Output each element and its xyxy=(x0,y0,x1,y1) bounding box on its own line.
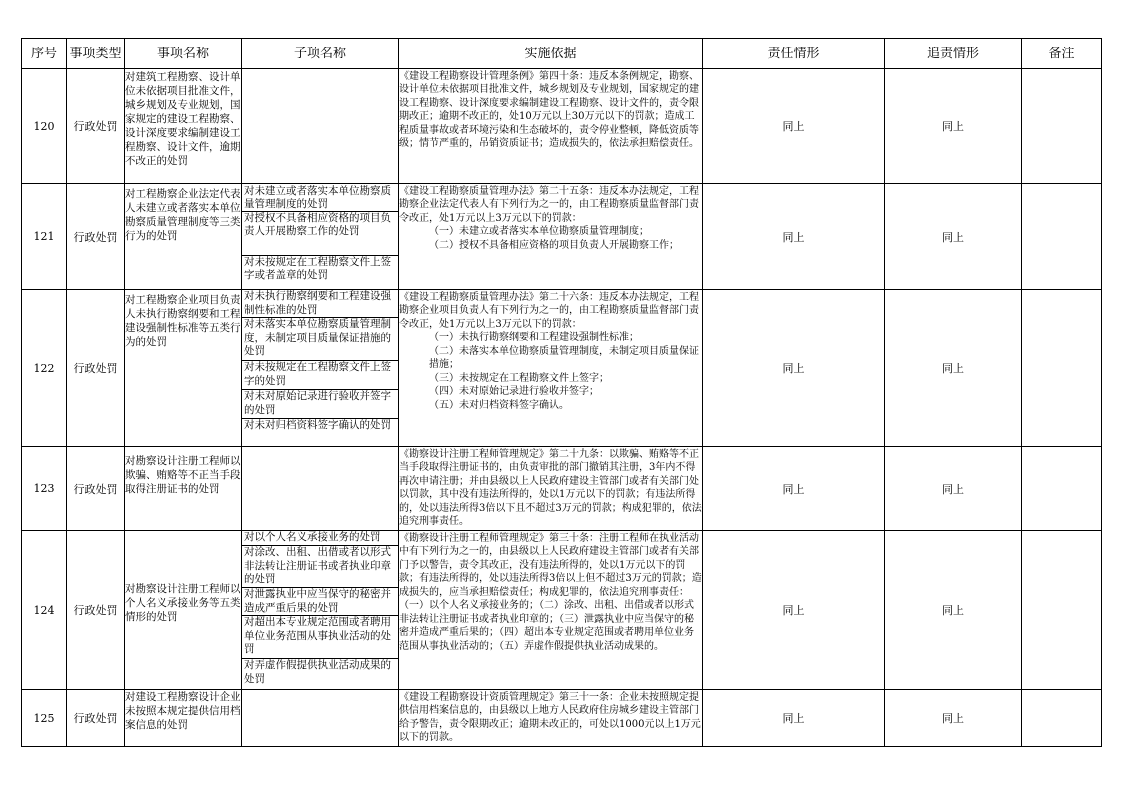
row-basis: 《勘察设计注册工程师管理规定》第三十条：注册工程师在执业活动中有下列行为之一的，由县级以上人民政府建设主管部门或者有关部门予以警告，责令其改正，没有违法所得的，处以1万元以下的罚款；有违法所得的，处以违法所得3倍以上但不超过3万元的罚款；造成损失的，应当承担赔偿责任；构成犯罪的，依法追究刑事责任：（一）以个人名义承接业务的；（二）涂改、出租、出借或者以形式非法转让注册证书或者执业印章的；（三）泄露执业中应当保守的秘密并造成严重后果的；（四）超出本专业规定范围或者聘用单位业务范围从事执业活动的；（五）弄虚作假提供执业活动成果的。 xyxy=(399,531,703,690)
header-name: 事项名称 xyxy=(125,39,242,69)
row-accountability: 同上 xyxy=(885,531,1022,690)
row-responsibility: 同上 xyxy=(703,69,885,184)
sub-item: 对涂改、出租、出借或者以形式非法转让注册证书或者执业印章的处罚 xyxy=(242,546,398,588)
header-accountability: 追责情形 xyxy=(885,39,1022,69)
sub-item: 对未落实本单位勘察质量管理制度，未制定项目质量保证措施的处罚 xyxy=(242,318,398,361)
sub-item: 对未建立或者落实本单位勘察质量管理制度的处罚 xyxy=(242,185,398,212)
row-remark xyxy=(1022,531,1102,690)
sub-item: 对未按规定在工程勘察文件上签字的处罚 xyxy=(242,361,398,390)
table-row xyxy=(22,184,1102,290)
sub-item: 对弄虚作假提供执业活动成果的处罚 xyxy=(244,659,391,685)
row-name: 对勘察设计注册工程师以欺骗、贿赂等不正当手段取得注册证书的处罚 xyxy=(125,447,242,531)
row-category: 行政处罚 xyxy=(67,69,125,184)
sub-item: 对以个人名义承接业务的处罚 xyxy=(242,531,398,546)
row-sub-items xyxy=(242,531,399,690)
row-accountability: 同上 xyxy=(885,69,1022,184)
row-basis: 《建设工程勘察质量管理办法》第二十五条：违反本办法规定，工程勘察企业法定代表人有下列行为之一的，由工程勘察质量监督部门责令改正，处1万元以上3万元以下的罚款： （一）未建立或者落实本单位勘察质量管理制度； （二）授权不具备相应资格的项目负责人开展勘察工作； xyxy=(399,184,703,290)
row-basis: 《建设工程勘察设计管理条例》第四十条：违反本条例规定，勘察、设计单位未依据项目批准文件，城乡规划及专业规划，国家规定的建设工程勘察、设计深度要求编制建设工程勘察、设计文件的，责令限期改正；逾期不改正的，处10万元以上30万元以下的罚款；造成工程质量事故或者环境污染和生态破坏的，责令停业整顿，降低资质等级；情节严重的，吊销资质证书；造成损失的，依法承担赔偿责任。 xyxy=(399,69,703,184)
sub-item: 对未对归档资料签字确认的处罚 xyxy=(244,419,391,431)
row-no: 123 xyxy=(22,447,67,531)
row-remark xyxy=(1022,290,1102,447)
header-remark: 备注 xyxy=(1022,39,1102,69)
table-row xyxy=(22,690,1102,747)
row-no: 122 xyxy=(22,290,67,447)
row-no: 120 xyxy=(22,69,67,184)
row-remark xyxy=(1022,184,1102,290)
row-sub-empty xyxy=(242,690,399,747)
row-basis: 《建设工程勘察设计资质管理规定》第三十一条：企业未按照规定提供信用档案信息的，由县级以上地方人民政府住房城乡建设主管部门给予警告，责令限期改正；逾期未改正的，可处以1000元以上1万元以下的罚款。 xyxy=(399,690,703,747)
row-category: 行政处罚 xyxy=(67,447,125,531)
row-basis: 《建设工程勘察质量管理办法》第二十六条：违反本办法规定，工程勘察企业项目负责人有下列行为之一的，由工程勘察质量监督部门责令改正，处1万元以上3万元以下的罚款： （一）未执行勘察纲要和工程建设强制性标准； （二）未落实本单位勘察质量管理制度，未制定项目质量保证措施； （三）未按规定在工程勘察文件上签字； （四）未对原始记录进行验收并签字； （五）未对归档资料签字确认。 xyxy=(399,290,703,447)
row-name: 对工程勘察企业项目负责人未执行勘察纲要和工程建设强制性标准等五类行为的处罚 xyxy=(125,290,242,447)
table-row xyxy=(22,531,1102,690)
row-sub-empty xyxy=(242,447,399,531)
row-category: 行政处罚 xyxy=(67,184,125,290)
row-responsibility: 同上 xyxy=(703,184,885,290)
row-sub-empty xyxy=(242,69,399,184)
row-name: 对工程勘察企业法定代表人未建立或者落实本单位勘察质量管理制度等三类行为的处罚 xyxy=(125,184,242,290)
header-basis: 实施依据 xyxy=(399,39,703,69)
header-row xyxy=(22,39,1102,69)
row-remark xyxy=(1022,690,1102,747)
row-responsibility: 同上 xyxy=(703,447,885,531)
row-responsibility: 同上 xyxy=(703,690,885,747)
row-accountability: 同上 xyxy=(885,690,1022,747)
row-category: 行政处罚 xyxy=(67,290,125,447)
permission-table xyxy=(21,38,1102,747)
row-sub-items xyxy=(242,184,399,290)
row-no: 125 xyxy=(22,690,67,747)
table-row xyxy=(22,69,1102,184)
row-name: 对勘察设计注册工程师以个人名义承接业务等五类情形的处罚 xyxy=(125,531,242,690)
row-responsibility: 同上 xyxy=(703,290,885,447)
row-accountability: 同上 xyxy=(885,184,1022,290)
sub-item: 对未对原始记录进行验收并签字的处罚 xyxy=(242,390,398,419)
header-responsibility: 责任情形 xyxy=(703,39,885,69)
table-row xyxy=(22,447,1102,531)
row-remark xyxy=(1022,69,1102,184)
row-accountability: 同上 xyxy=(885,290,1022,447)
header-no: 序号 xyxy=(22,39,67,69)
row-sub-items xyxy=(242,290,399,447)
row-no: 121 xyxy=(22,184,67,290)
table-row xyxy=(22,290,1102,447)
header-sub: 子项名称 xyxy=(242,39,399,69)
row-basis: 《勘察设计注册工程师管理规定》第二十九条：以欺骗、贿赂等不正当手段取得注册证书的，由负责审批的部门撤销其注册，3年内不得再次申请注册；并由县级以上人民政府建设主管部门或者有关部门处以罚款，其中没有违法所得的，处以1万元以下的罚款；有违法所得的，处以违法所得3倍以下且不超过3万元的罚款；构成犯罪的，依法追究刑事责任。 xyxy=(399,447,703,531)
sub-item: 对超出本专业规定范围或者聘用单位业务范围从事执业活动的处罚 xyxy=(242,616,398,659)
row-no: 124 xyxy=(22,531,67,690)
sub-item: 对未按规定在工程勘察文件上签字或者盖章的处罚 xyxy=(244,255,391,281)
header-category: 事项类型 xyxy=(67,39,125,69)
sub-item: 对未执行勘察纲要和工程建设强制性标准的处罚 xyxy=(242,290,398,318)
row-name: 对建筑工程勘察、设计单位未依据项目批准文件，城乡规划及专业规划，国家规定的建设工程勘察、设计深度要求编制建设工程勘察、设计文件，逾期不改正的处罚 xyxy=(125,69,242,184)
sub-item: 对授权不具备相应资格的项目负责人开展勘察工作的处罚 xyxy=(242,212,398,256)
row-responsibility: 同上 xyxy=(703,531,885,690)
row-category: 行政处罚 xyxy=(67,531,125,690)
row-accountability: 同上 xyxy=(885,447,1022,531)
sub-item: 对泄露执业中应当保守的秘密并造成严重后果的处罚 xyxy=(242,588,398,616)
row-name: 对建设工程勘察设计企业未按照本规定提供信用档案信息的处罚 xyxy=(125,690,242,747)
row-remark xyxy=(1022,447,1102,531)
row-category: 行政处罚 xyxy=(67,690,125,747)
